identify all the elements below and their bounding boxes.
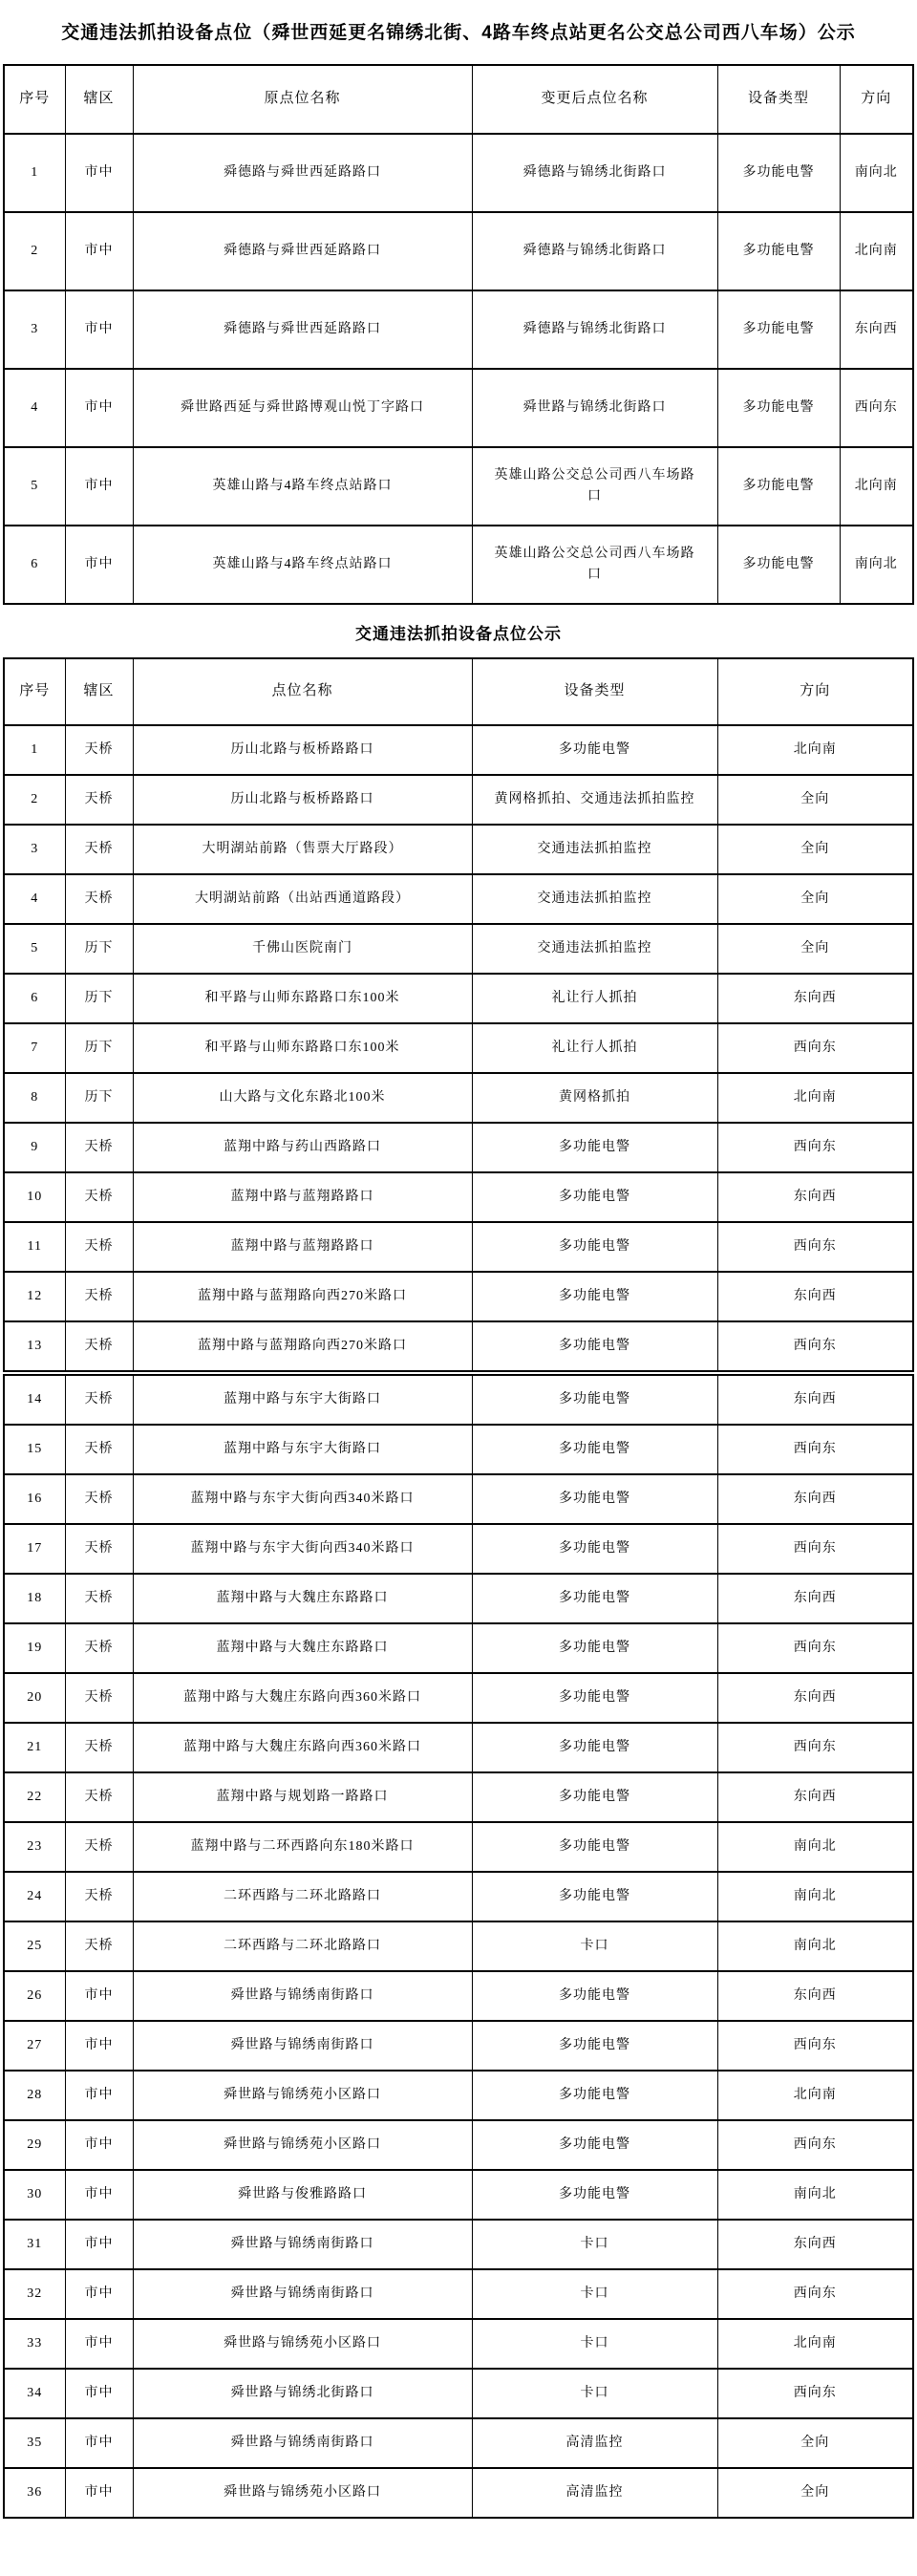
table-cell: 33 [4,2319,65,2369]
table-cell: 舜世路与锦绣苑小区路口 [133,2071,472,2120]
table-cell: 东向西 [717,1373,913,1425]
table-cell: 多功能电警 [472,1425,717,1474]
table-cell: 1 [4,725,65,775]
table-cell: 多功能电警 [472,2071,717,2120]
table-cell: 市中 [65,2170,133,2220]
table-cell: 市中 [65,2021,133,2071]
table-cell: 多功能电警 [472,2170,717,2220]
table-row [4,2369,913,2418]
table-row [4,974,913,1023]
table-cell: 19 [4,1623,65,1673]
table-cell: 20 [4,1673,65,1723]
table-cell: 历山北路与板桥路路口 [133,725,472,775]
table-cell: 蓝翔中路与大魏庄东路路口 [133,1623,472,1673]
table-cell: 多功能电警 [717,369,840,447]
column-header: 变更后点位名称 [472,65,717,134]
table-cell: 舜德路与锦绣北街路口 [472,290,717,369]
table-cell: 天桥 [65,1123,133,1172]
table-cell: 18 [4,1574,65,1623]
table-row [4,2269,913,2319]
table-row [4,1772,913,1822]
table-row [4,290,913,369]
table-row [4,2319,913,2369]
table-cell: 蓝翔中路与蓝翔路路口 [133,1222,472,1272]
table-cell: 29 [4,2120,65,2170]
table-cell: 英雄山路公交总公司西八车场路口 [472,447,717,526]
table-row [4,134,913,212]
table-cell: 舜世路与锦绣南街路口 [133,1971,472,2021]
table-cell: 5 [4,924,65,974]
table-cell: 东向西 [717,1673,913,1723]
table-cell: 天桥 [65,1373,133,1425]
table-cell: 天桥 [65,1272,133,1321]
table-cell: 天桥 [65,725,133,775]
table-cell: 多功能电警 [472,1772,717,1822]
second-table-title: 交通违法抓拍设备点位公示 [355,624,562,643]
table-cell: 多功能电警 [472,1872,717,1921]
table-row [4,212,913,290]
table-cell: 全向 [717,775,913,825]
table-cell: 3 [4,825,65,874]
column-header: 序号 [4,658,65,725]
table-cell: 天桥 [65,1321,133,1373]
table-cell: 多功能电警 [472,1373,717,1425]
table-cell: 8 [4,1073,65,1123]
table-cell: 天桥 [65,825,133,874]
table-cell: 东向西 [840,290,913,369]
table-cell: 30 [4,2170,65,2220]
table-row [4,1921,913,1971]
table-cell: 市中 [65,2269,133,2319]
table-cell: 和平路与山师东路路口东100米 [133,974,472,1023]
table-cell: 多功能电警 [472,1321,717,1373]
table-cell: 交通违法抓拍监控 [472,924,717,974]
table-cell: 西向东 [717,2369,913,2418]
table-row [4,1321,913,1373]
table-cell: 历下 [65,974,133,1023]
table-cell: 西向东 [717,2269,913,2319]
table-row [4,447,913,526]
table-cell: 黄网格抓拍、交通违法抓拍监控 [472,775,717,825]
table-cell: 天桥 [65,1574,133,1623]
table-cell: 舜世路与锦绣苑小区路口 [133,2120,472,2170]
table-cell: 西向东 [717,1023,913,1073]
table-cell: 英雄山路与4路车终点站路口 [133,447,472,526]
table-cell: 天桥 [65,775,133,825]
table-cell: 全向 [717,2468,913,2518]
table-cell: 全向 [717,2418,913,2468]
table-cell: 舜世路与锦绣苑小区路口 [133,2319,472,2369]
table-row [4,2418,913,2468]
capture-points-table-header [4,658,913,725]
table-cell: 多功能电警 [472,1623,717,1673]
table-cell: 大明湖站前路（出站西通道路段） [133,874,472,924]
table-row [4,1373,913,1425]
table-cell: 交通违法抓拍监控 [472,825,717,874]
table-cell: 多功能电警 [472,1673,717,1723]
table-row [4,825,913,874]
table-cell: 市中 [65,2319,133,2369]
table-cell: 西向东 [717,2021,913,2071]
table-cell: 舜世路与俊雅路路口 [133,2170,472,2220]
table-cell: 21 [4,1723,65,1772]
table-cell: 舜世路与锦绣苑小区路口 [133,2468,472,2518]
table-cell: 交通违法抓拍监控 [472,874,717,924]
table-cell: 天桥 [65,1872,133,1921]
table-cell: 东向西 [717,1971,913,2021]
table-cell: 全向 [717,825,913,874]
table-cell: 市中 [65,447,133,526]
table-cell: 32 [4,2269,65,2319]
table-cell: 舜世路西延与舜世路博观山悦丁字路口 [133,369,472,447]
table-cell: 蓝翔中路与东宇大街路口 [133,1373,472,1425]
table-cell: 天桥 [65,1673,133,1723]
table-cell: 6 [4,974,65,1023]
table-cell: 多功能电警 [472,1474,717,1524]
table-row [4,874,913,924]
table-cell: 22 [4,1772,65,1822]
column-header: 辖区 [65,658,133,725]
table-cell: 舜世路与锦绣南街路口 [133,2021,472,2071]
table-cell: 北向南 [717,2071,913,2120]
table-cell: 多功能电警 [472,2021,717,2071]
table-cell: 历下 [65,1073,133,1123]
table-cell: 北向南 [840,212,913,290]
table-cell: 蓝翔中路与大魏庄东路向西360米路口 [133,1673,472,1723]
table-cell: 东向西 [717,1574,913,1623]
table-cell: 南向北 [717,1872,913,1921]
table-cell: 9 [4,1123,65,1172]
table-row [4,775,913,825]
table-cell: 天桥 [65,874,133,924]
table-row [4,1872,913,1921]
table-row [4,1574,913,1623]
table-row [4,1172,913,1222]
table-cell: 天桥 [65,1723,133,1772]
table-cell: 市中 [65,290,133,369]
table-cell: 二环西路与二环北路路口 [133,1921,472,1971]
table-cell: 卡口 [472,2369,717,2418]
table-cell: 4 [4,874,65,924]
header-row [4,658,913,725]
table-cell: 市中 [65,526,133,604]
table-cell: 26 [4,1971,65,2021]
table-row [4,1023,913,1073]
table-cell: 多功能电警 [472,1574,717,1623]
table-cell: 13 [4,1321,65,1373]
table-cell: 全向 [717,924,913,974]
table-cell: 山大路与文化东路北100米 [133,1073,472,1123]
table-cell: 高清监控 [472,2418,717,2468]
table-cell: 市中 [65,212,133,290]
table-row [4,526,913,604]
table-cell: 东向西 [717,1172,913,1222]
table-cell: 多功能电警 [472,1723,717,1772]
table-row [4,1073,913,1123]
table-cell: 西向东 [717,1321,913,1373]
capture-points-table [3,657,914,2519]
table-cell: 蓝翔中路与大魏庄东路路口 [133,1574,472,1623]
table-cell: 千佛山医院南门 [133,924,472,974]
table-cell: 27 [4,2021,65,2071]
table-cell: 多功能电警 [717,212,840,290]
table-cell: 北向南 [717,725,913,775]
table-cell: 多功能电警 [472,2120,717,2170]
table-cell: 多功能电警 [472,1123,717,1172]
column-header: 方向 [840,65,913,134]
table-cell: 多功能电警 [472,725,717,775]
table-row [4,1723,913,1772]
table-cell: 天桥 [65,1474,133,1524]
table-cell: 16 [4,1474,65,1524]
table-cell: 多功能电警 [472,1222,717,1272]
table-cell: 多功能电警 [717,134,840,212]
table-cell: 14 [4,1373,65,1425]
table-cell: 天桥 [65,1524,133,1574]
document-title: 交通违法抓拍设备点位（舜世西延更名锦绣北街、4路车终点站更名公交总公司西八车场）公示 [61,23,856,43]
table-cell: 多功能电警 [472,1272,717,1321]
table-cell: 蓝翔中路与蓝翔路向西270米路口 [133,1321,472,1373]
table-cell: 市中 [65,2071,133,2120]
table-cell: 11 [4,1222,65,1272]
table-cell: 卡口 [472,2220,717,2269]
table-cell: 25 [4,1921,65,1971]
table-cell: 2 [4,775,65,825]
table-cell: 西向东 [717,1425,913,1474]
table-cell: 36 [4,2468,65,2518]
table-cell: 4 [4,369,65,447]
table-cell: 天桥 [65,1921,133,1971]
table-cell: 天桥 [65,1425,133,1474]
table-cell: 蓝翔中路与大魏庄东路向西360米路口 [133,1723,472,1772]
table-cell: 15 [4,1425,65,1474]
table-cell: 市中 [65,2468,133,2518]
table-cell: 舜德路与舜世西延路路口 [133,290,472,369]
table-cell: 市中 [65,134,133,212]
table-cell: 舜德路与舜世西延路路口 [133,134,472,212]
table-cell: 蓝翔中路与东宇大街向西340米路口 [133,1524,472,1574]
table-cell: 1 [4,134,65,212]
table-row [4,2468,913,2518]
table-row [4,2170,913,2220]
column-header: 原点位名称 [133,65,472,134]
table-cell: 28 [4,2071,65,2120]
table-cell: 多功能电警 [472,1971,717,2021]
table-cell: 5 [4,447,65,526]
table-cell: 南向北 [840,134,913,212]
table-row [4,1474,913,1524]
rename-points-table-header [4,65,913,134]
rename-points-table-body [4,134,913,604]
table-row [4,1673,913,1723]
table-row [4,1222,913,1272]
table-row [4,725,913,775]
table-cell: 市中 [65,2120,133,2170]
table-row [4,1123,913,1172]
table-cell: 南向北 [717,1822,913,1872]
table-cell: 东向西 [717,1272,913,1321]
table-row [4,2120,913,2170]
column-header: 点位名称 [133,658,472,725]
table-cell: 历下 [65,1023,133,1073]
table-cell: 舜德路与锦绣北街路口 [472,212,717,290]
table-cell: 西向东 [717,2120,913,2170]
table-cell: 西向东 [717,1524,913,1574]
table-cell: 17 [4,1524,65,1574]
table-cell: 2 [4,212,65,290]
table-cell: 南向北 [717,1921,913,1971]
table-cell: 35 [4,2418,65,2468]
table-cell: 和平路与山师东路路口东100米 [133,1023,472,1073]
capture-points-table-body [4,725,913,2518]
table-cell: 西向东 [840,369,913,447]
table-cell: 西向东 [717,1623,913,1673]
table-row [4,2021,913,2071]
table-cell: 卡口 [472,2319,717,2369]
table-row [4,1822,913,1872]
table-cell: 蓝翔中路与药山西路路口 [133,1123,472,1172]
table-cell: 英雄山路公交总公司西八车场路口 [472,526,717,604]
table-cell: 东向西 [717,974,913,1023]
table-row [4,924,913,974]
table-cell: 10 [4,1172,65,1222]
table-cell: 24 [4,1872,65,1921]
table-cell: 蓝翔中路与东宇大街向西340米路口 [133,1474,472,1524]
column-header: 辖区 [65,65,133,134]
table-cell: 东向西 [717,1772,913,1822]
table-cell: 舜世路与锦绣南街路口 [133,2418,472,2468]
table-cell: 历下 [65,924,133,974]
table-cell: 高清监控 [472,2468,717,2518]
table-cell: 多功能电警 [717,526,840,604]
table-row [4,1971,913,2021]
table-cell: 蓝翔中路与蓝翔路向西270米路口 [133,1272,472,1321]
table-cell: 市中 [65,2369,133,2418]
table-cell: 多功能电警 [472,1822,717,1872]
table-row [4,1524,913,1574]
table-cell: 天桥 [65,1172,133,1222]
table-row [4,2071,913,2120]
table-row [4,2220,913,2269]
column-header: 序号 [4,65,65,134]
table-cell: 23 [4,1822,65,1872]
table-row [4,1272,913,1321]
table-cell: 南向北 [717,2170,913,2220]
table-cell: 多功能电警 [472,1524,717,1574]
table-cell: 天桥 [65,1772,133,1822]
table-cell: 西向东 [717,1123,913,1172]
table-cell: 多功能电警 [717,447,840,526]
table-cell: 西向东 [717,1222,913,1272]
header-row [4,65,913,134]
table-cell: 舜德路与舜世西延路路口 [133,212,472,290]
table-cell: 34 [4,2369,65,2418]
table-cell: 二环西路与二环北路路口 [133,1872,472,1921]
table-cell: 全向 [717,874,913,924]
table-cell: 舜德路与锦绣北街路口 [472,134,717,212]
table-cell: 多功能电警 [472,1172,717,1222]
table-cell: 天桥 [65,1623,133,1673]
table-cell: 12 [4,1272,65,1321]
table-cell: 蓝翔中路与规划路一路路口 [133,1772,472,1822]
table-cell: 天桥 [65,1222,133,1272]
table-cell: 黄网格抓拍 [472,1073,717,1123]
column-header: 方向 [717,658,913,725]
rename-points-table [3,64,914,605]
table-cell: 蓝翔中路与蓝翔路路口 [133,1172,472,1222]
column-header: 设备类型 [472,658,717,725]
table-cell: 6 [4,526,65,604]
table-cell: 31 [4,2220,65,2269]
table-cell: 天桥 [65,1822,133,1872]
column-header: 设备类型 [717,65,840,134]
table-cell: 英雄山路与4路车终点站路口 [133,526,472,604]
table-cell: 舜世路与锦绣南街路口 [133,2269,472,2319]
table-cell: 舜世路与锦绣南街路口 [133,2220,472,2269]
table-cell: 东向西 [717,1474,913,1524]
table-cell: 3 [4,290,65,369]
table-cell: 蓝翔中路与二环西路向东180米路口 [133,1822,472,1872]
table-cell: 大明湖站前路（售票大厅路段） [133,825,472,874]
table-cell: 市中 [65,2220,133,2269]
table-cell: 卡口 [472,1921,717,1971]
table-cell: 舜世路与锦绣北街路口 [472,369,717,447]
table-cell: 市中 [65,1971,133,2021]
table-cell: 历山北路与板桥路路口 [133,775,472,825]
table-cell: 卡口 [472,2269,717,2319]
table-cell: 北向南 [717,1073,913,1123]
table-row [4,1425,913,1474]
table-cell: 南向北 [840,526,913,604]
table-cell: 多功能电警 [717,290,840,369]
table-row [4,369,913,447]
table-cell: 东向西 [717,2220,913,2269]
table-cell: 礼让行人抓拍 [472,1023,717,1073]
table-cell: 7 [4,1023,65,1073]
table-cell: 北向南 [717,2319,913,2369]
table-row [4,1623,913,1673]
table-cell: 市中 [65,369,133,447]
table-cell: 市中 [65,2418,133,2468]
table-cell: 蓝翔中路与东宇大街路口 [133,1425,472,1474]
table-cell: 北向南 [840,447,913,526]
table-cell: 舜世路与锦绣北街路口 [133,2369,472,2418]
table-cell: 西向东 [717,1723,913,1772]
table-cell: 礼让行人抓拍 [472,974,717,1023]
